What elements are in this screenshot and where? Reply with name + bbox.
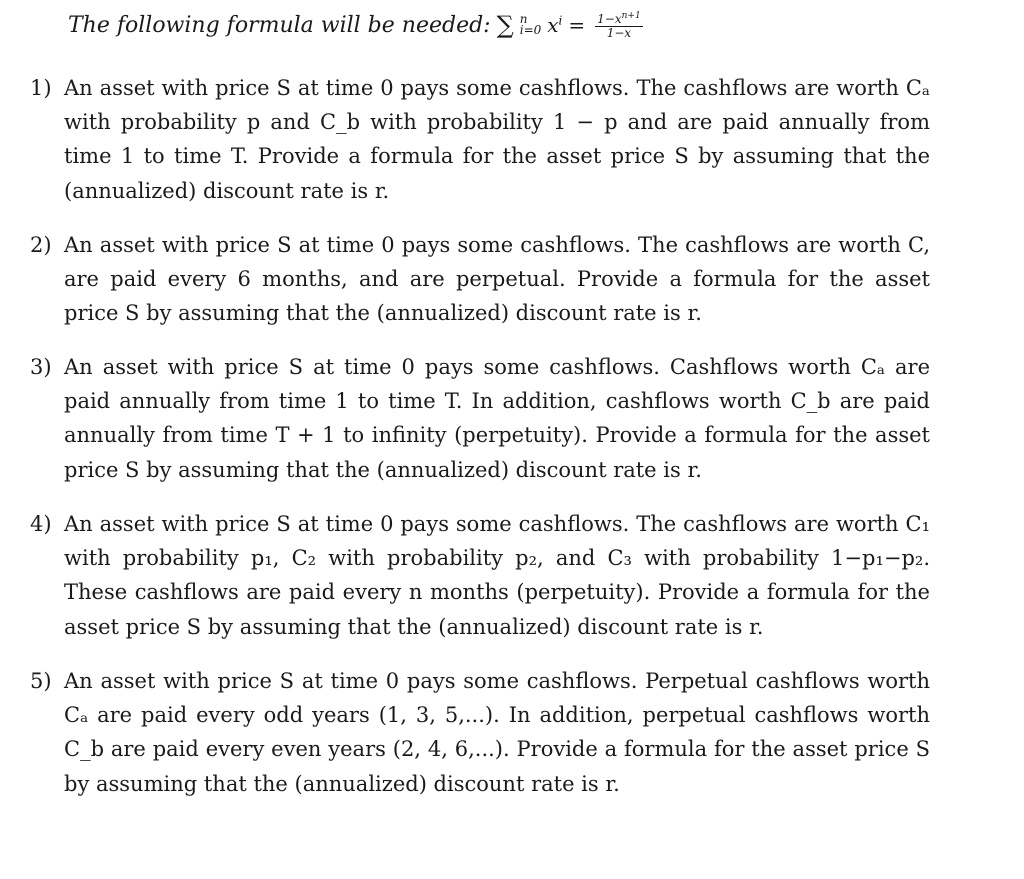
question-text: An asset with price S at time 0 pays some cashflows. The cashflows are worth Cₐ with probability p and C_b with probability 1 − p and are paid annually from time 1 to time T. Provide a formula for the asset price S by assuming that the (annualized) discount rate is r. xyxy=(64,76,930,203)
question-text: An asset with price S at time 0 pays some cashflows. The cashflows are worth C₁ with probability p₁, C₂ with probability p₂, and C₃ with probability 1−p₁−p₂. These cashflows are paid every n months (perpetuity). Provide a formula for the asset price S by assuming that the (annualized) discount rate is r. xyxy=(64,512,930,639)
question-number: 2) xyxy=(30,233,52,257)
fraction xyxy=(595,10,643,40)
sum-lower: i=0 xyxy=(519,23,542,37)
term-exp: i xyxy=(558,13,563,28)
equals-sign: = xyxy=(568,13,586,37)
intro-formula xyxy=(68,10,643,40)
question-2 xyxy=(30,228,930,331)
numerator-exp: n+1 xyxy=(621,11,641,21)
question-number: 1) xyxy=(30,76,52,100)
question-text: An asset with price S at time 0 pays some cashflows. Cashflows worth Cₐ are paid annually from time 1 to time T. In addition, cashflows worth C_b are paid annually from time T + 1 to infinity (perpetuity). Provide a formula for the asset price S by assuming that the (annualized) discount rate is r. xyxy=(64,355,930,482)
question-number: 3) xyxy=(30,355,52,379)
question-1 xyxy=(30,71,930,208)
question-4 xyxy=(30,507,930,644)
sum-symbol: ∑ xyxy=(496,11,514,39)
fraction-numerator xyxy=(595,10,643,27)
intro-text: The following formula will be needed: xyxy=(68,12,491,38)
question-text: An asset with price S at time 0 pays some cashflows. The cashflows are worth C, are paid every 6 months, and are perpetual. Provide a formula for the asset price S by assuming that the (annualized) discount rate is r. xyxy=(64,233,930,326)
question-number: 5) xyxy=(30,669,52,693)
sum-upper: n xyxy=(519,12,528,26)
term-base: x xyxy=(547,13,559,37)
sum-limits xyxy=(520,14,542,36)
question-5 xyxy=(30,664,930,801)
question-3 xyxy=(30,350,930,487)
numerator-base: 1−x xyxy=(597,12,622,26)
fraction-denominator: 1−x xyxy=(606,26,632,40)
sum-term xyxy=(547,13,562,37)
question-number: 4) xyxy=(30,512,52,536)
question-text: An asset with price S at time 0 pays some cashflows. Perpetual cashflows worth Cₐ are paid every odd years (1, 3, 5,...). In addition, perpetual cashflows worth C_b are paid every even years (2, 4, 6,...). Provide a formula for the asset price S by assuming that the (annualized) discount rate is r. xyxy=(64,669,930,796)
